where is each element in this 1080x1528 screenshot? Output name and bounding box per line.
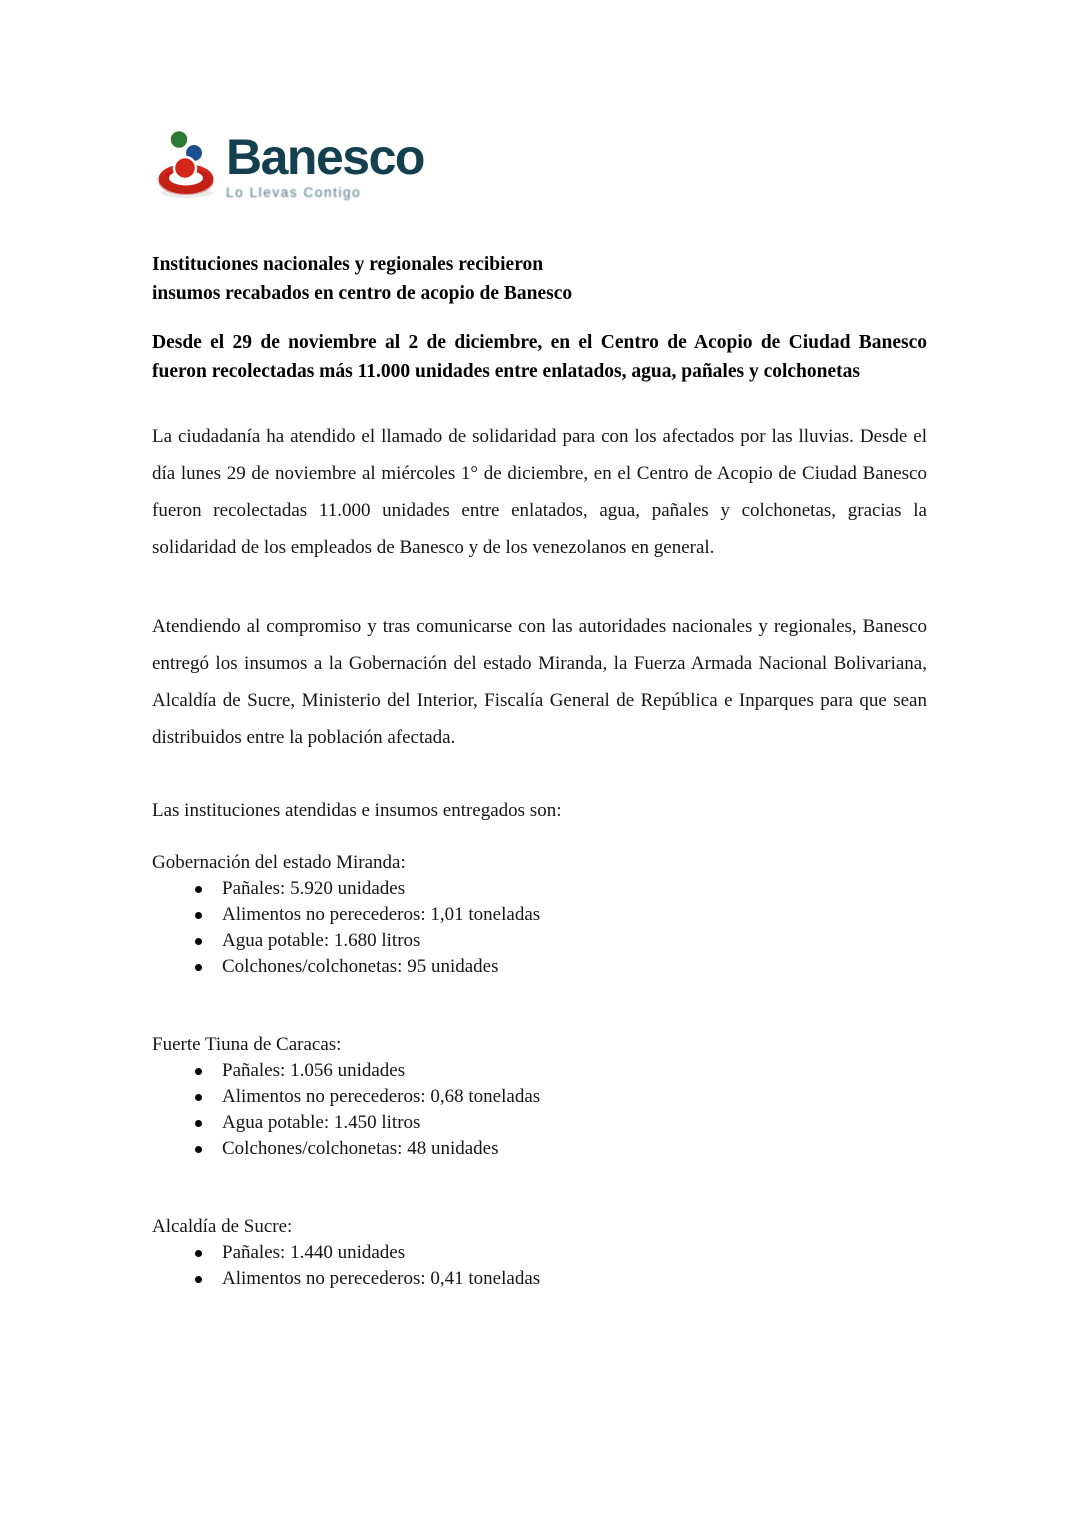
title-line-1: Instituciones nacionales y regionales recibieron: [152, 254, 544, 275]
list-item: Colchones/colchonetas: 95 unidades: [152, 954, 927, 980]
title-line-2: insumos recabados en centro de acopio de Banesco: [152, 283, 573, 304]
banesco-logo: [152, 118, 927, 212]
section-item-list: [152, 1058, 927, 1162]
section-fuerte-tiuna: [152, 1032, 927, 1162]
list-item: Pañales: 5.920 unidades: [152, 876, 927, 902]
lead-paragraph: Desde el 29 de noviembre al 2 de diciembre, en el Centro de Acopio de Ciudad Banesco fueron recolectadas más 11.000 unidades entre enlatados, agua, pañales y colchonetas: [152, 332, 927, 382]
list-item: Alimentos no perecederos: 1,01 toneladas: [152, 902, 927, 928]
section-gobernacion-miranda: [152, 850, 927, 980]
list-item: Agua potable: 1.680 litros: [152, 928, 927, 954]
list-item: Alimentos no perecederos: 0,68 toneladas: [152, 1084, 927, 1110]
section-heading: Gobernación del estado Miranda:: [152, 852, 406, 873]
list-item: Agua potable: 1.450 litros: [152, 1110, 927, 1136]
body-paragraph-1: La ciudadanía ha atendido el llamado de solidaridad para con los afectados por las lluvias. Desde el día lunes 29 de noviembre al miércoles 1° de diciembre, en el Centro de Acopio de Ciudad Banesco fueron recolectadas 11.000 unidades entre enlatados, agua, pañales y colchonetas, gracias la solidaridad de los empleados de Banesco y de los venezolanos en general.: [152, 426, 927, 558]
banesco-wordmark: Banesco: [226, 129, 424, 185]
section-heading: Alcaldía de Sucre:: [152, 1216, 293, 1237]
list-intro: Las instituciones atendidas e insumos entregados son:: [152, 800, 562, 821]
list-item: Alimentos no perecederos: 0,41 toneladas: [152, 1266, 927, 1292]
banesco-tagline: Lo Llevas Contigo: [226, 185, 362, 200]
section-heading: Fuerte Tiuna de Caracas:: [152, 1034, 342, 1055]
section-item-list: [152, 1240, 927, 1292]
section-alcaldia-sucre: [152, 1214, 927, 1292]
list-item: Colchones/colchonetas: 48 unidades: [152, 1136, 927, 1162]
document-title: [152, 250, 927, 308]
banesco-logo-text: [218, 118, 424, 200]
list-item: Pañales: 1.056 unidades: [152, 1058, 927, 1084]
body-paragraph-2: Atendiendo al compromiso y tras comunicarse con las autoridades nacionales y regionales, Banesco entregó los insumos a la Gobernación del estado Miranda, la Fuerza Armada Nacional Bolivariana, Alcaldía de Sucre, Ministerio del Interior, Fiscalía General de República e Inparques para que sean distribuidos entre la población afectada.: [152, 616, 927, 748]
section-item-list: [152, 876, 927, 980]
banesco-logo-icon: [152, 118, 218, 202]
list-item: Pañales: 1.440 unidades: [152, 1240, 927, 1266]
